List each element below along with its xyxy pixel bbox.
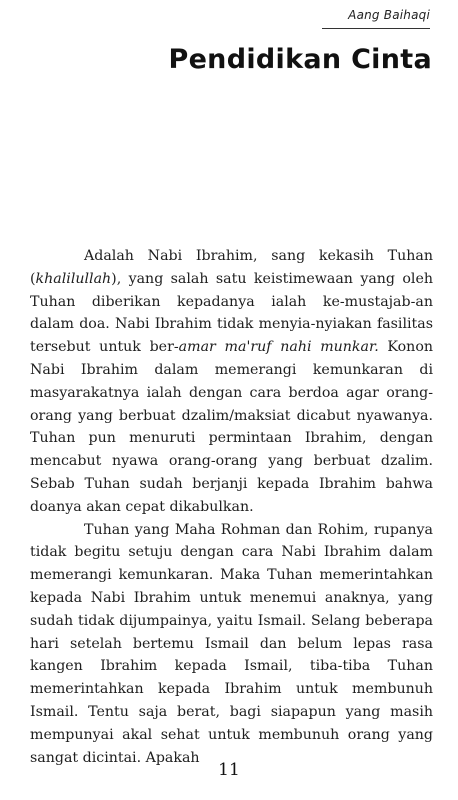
chapter-title: Pendidikan Cinta bbox=[168, 44, 432, 75]
paragraph bbox=[30, 245, 433, 519]
header-rule bbox=[322, 28, 430, 29]
paragraph bbox=[30, 519, 433, 770]
italic-term: khalilullah bbox=[35, 270, 112, 287]
running-head-author: Aang Baihaqi bbox=[348, 8, 430, 22]
page-number: 11 bbox=[218, 760, 240, 780]
text-run: ), yang salah satu keistimewaan yang oleh Tuhan diberikan kepadanya ialah ke-mustajab-an dalam doa. Nabi Ibrahim tidak menyia-nyiakan fasilitas tersebut untuk ber- bbox=[30, 270, 433, 356]
text-run: Tuhan yang Maha Rohman dan Rohim, rupanya tidak begitu setuju dengan cara Nabi Ibrahim dalam memerangi kemunkaran. Maka Tuhan memerintahkan kepada Nabi Ibrahim untuk menemui anaknya, yang sudah tidak dijumpainya, yaitu Ismail. Selang beberapa hari setelah bertemu Ismail dan belum lepas rasa kangen Ibrahim kepada Ismail, tiba-tiba Tuhan memerintahkan kepada Ibrahim untuk membunuh Ismail. Tentu saja berat, bagi siapapun yang masih mempunyai akal sehat untuk membunuh orang yang sangat dicintai. Apakah bbox=[30, 521, 433, 766]
italic-term: amar ma'ruf nahi munkar. bbox=[178, 339, 379, 356]
body-text bbox=[30, 245, 433, 769]
text-run: Adalah Nabi Ibrahim, sang kekasih Tuhan ( bbox=[30, 248, 433, 287]
text-run: Konon Nabi Ibrahim dalam memerangi kemunkaran di masyarakatnya ialah dengan cara berdoa agar orang-orang yang berbuat dzalim/maksiat dicabut nyawanya. Tuhan pun menuruti permintaan Ibrahim, dengan mencabut nyawa orang-orang yang berbuat dzalim. Sebab Tuhan sudah berjanji kepada Ibrahim bahwa doanya akan cepat dikabulkan. bbox=[30, 339, 434, 515]
